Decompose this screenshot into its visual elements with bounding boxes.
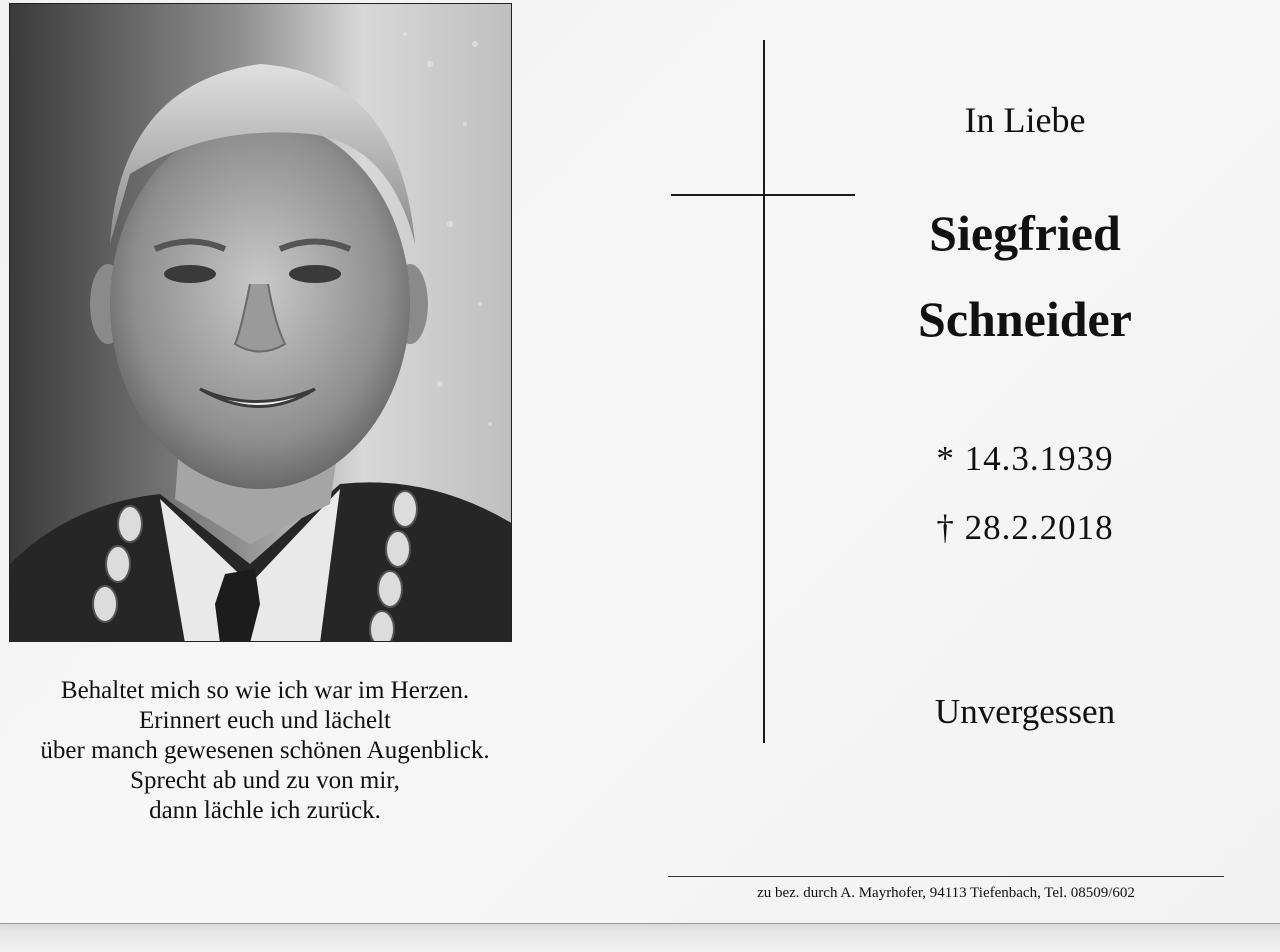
footer-imprint: zu bez. durch A. Mayrhofer, 94113 Tiefenbach, Tel. 08509/602 <box>757 885 1135 901</box>
paper-bottom-edge <box>0 923 1280 952</box>
last-name: Schneider <box>918 291 1132 347</box>
poem-line: dann lächle ich zurück. <box>149 797 381 824</box>
footer-divider <box>668 876 1224 877</box>
poem-line: Behaltet mich so wie ich war im Herzen. <box>60 677 470 704</box>
closing-text: Unvergessen <box>934 692 1116 731</box>
birth-date: * 14.3.1939 <box>936 439 1114 478</box>
poem-line: über manch gewesenen schönen Augenblick. <box>40 737 490 764</box>
cross-horizontal-bar <box>671 194 855 196</box>
cross-vertical-bar <box>763 40 765 743</box>
death-date: † 28.2.2018 <box>936 508 1114 547</box>
poem-line: Erinnert euch und lächelt <box>139 707 391 734</box>
intro-text: In Liebe <box>964 100 1086 140</box>
poem <box>0 676 530 826</box>
poem-line: Sprecht ab und zu von mir, <box>130 767 400 794</box>
first-name: Siegfried <box>929 205 1121 261</box>
portrait-photo <box>9 3 512 642</box>
